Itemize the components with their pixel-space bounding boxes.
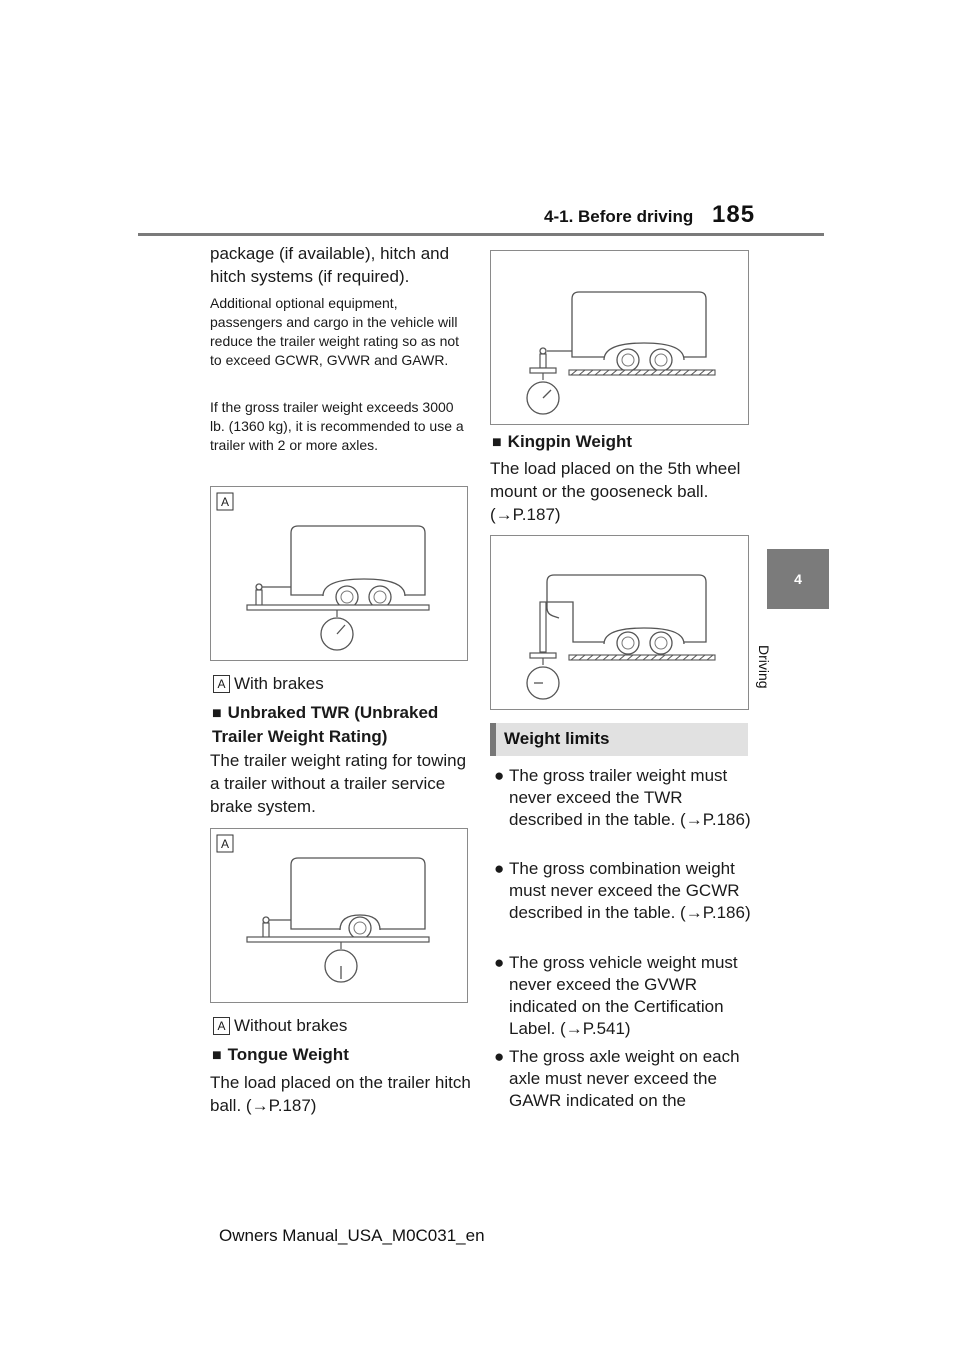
section-title: 4-1. Before driving — [544, 207, 694, 226]
heading-unbraked-twr: ■ Unbraked TWR (Unbraked Trailer Weight Rating) — [212, 703, 439, 746]
page-number: 185 — [712, 201, 756, 228]
footer-manual-id: Owners Manual_USA_M0C031_en — [219, 1226, 485, 1245]
caption-with-brakes: A With brakes — [213, 672, 475, 695]
square-bullet-icon: ■ — [492, 434, 502, 451]
heading-kingpin-weight: ■ Kingpin Weight — [492, 432, 633, 451]
note-axles: If the gross trailer weight exceeds 3000 lb. (1360 kg), it is recommended to use a trailer with 2 or more axles. — [210, 399, 464, 453]
figure-tongue-weight — [490, 250, 749, 425]
caption-label-a: A — [213, 675, 230, 693]
bullet-dot-icon: ● — [494, 766, 505, 785]
square-bullet-icon: ■ — [212, 705, 222, 722]
chapter-tab — [767, 549, 829, 609]
figure-label: A — [220, 495, 230, 509]
chapter-label-wrap — [756, 615, 830, 689]
paragraph-tongue-weight: The load placed on the trailer hitch ball. (→P.187) — [210, 1073, 471, 1115]
section-weight-limits — [490, 723, 748, 756]
paragraph-kingpin-weight: The load placed on the 5th wheel mount or the gooseneck ball. (→P.187) — [490, 459, 741, 524]
bullet-gross-combination-weight: ● The gross combination weight must never exceed the GCWR described in the table. (→P.186) — [494, 859, 751, 922]
bullet-gross-vehicle-weight: ● The gross vehicle weight must never exceed the GVWR indicated on the Certification Label. (→P.541) — [494, 953, 738, 1038]
caption-label-a: A — [213, 1017, 230, 1035]
figure-with-brakes — [210, 486, 468, 661]
section-accent — [490, 723, 496, 756]
header-rule — [138, 233, 824, 236]
bullet-dot-icon: ● — [494, 953, 505, 972]
chapter-label: Driving — [756, 645, 772, 689]
figure-without-brakes — [210, 828, 468, 1003]
caption-without-brakes: A Without brakes — [213, 1014, 475, 1037]
intro-paragraph: package (if available), hitch and hitch systems (if required). — [210, 244, 450, 286]
section-weight-limits-title: Weight limits — [504, 729, 610, 748]
square-bullet-icon: ■ — [212, 1047, 222, 1064]
figure-kingpin-weight — [490, 535, 749, 710]
bullet-gross-axle-weight: ● The gross axle weight on each axle must never exceed the GAWR indicated on the — [494, 1047, 740, 1110]
bullet-gross-trailer-weight: ● The gross trailer weight must never exceed the TWR described in the table. (→P.186) — [494, 766, 751, 829]
figure-label: A — [220, 837, 230, 851]
paragraph-unbraked-twr: The trailer weight rating for towing a trailer without a trailer service brake system. — [210, 751, 467, 816]
bullet-dot-icon: ● — [494, 859, 505, 878]
bullet-dot-icon: ● — [494, 1047, 505, 1066]
chapter-number: 4 — [794, 571, 802, 587]
heading-tongue-weight: ■ Tongue Weight — [212, 1045, 349, 1064]
note-optional-equipment: Additional optional equipment, passengers and cargo in the vehicle will reduce the trailer weight rating so as not to exceed GCWR, GVWR and GAWR. — [210, 295, 460, 368]
